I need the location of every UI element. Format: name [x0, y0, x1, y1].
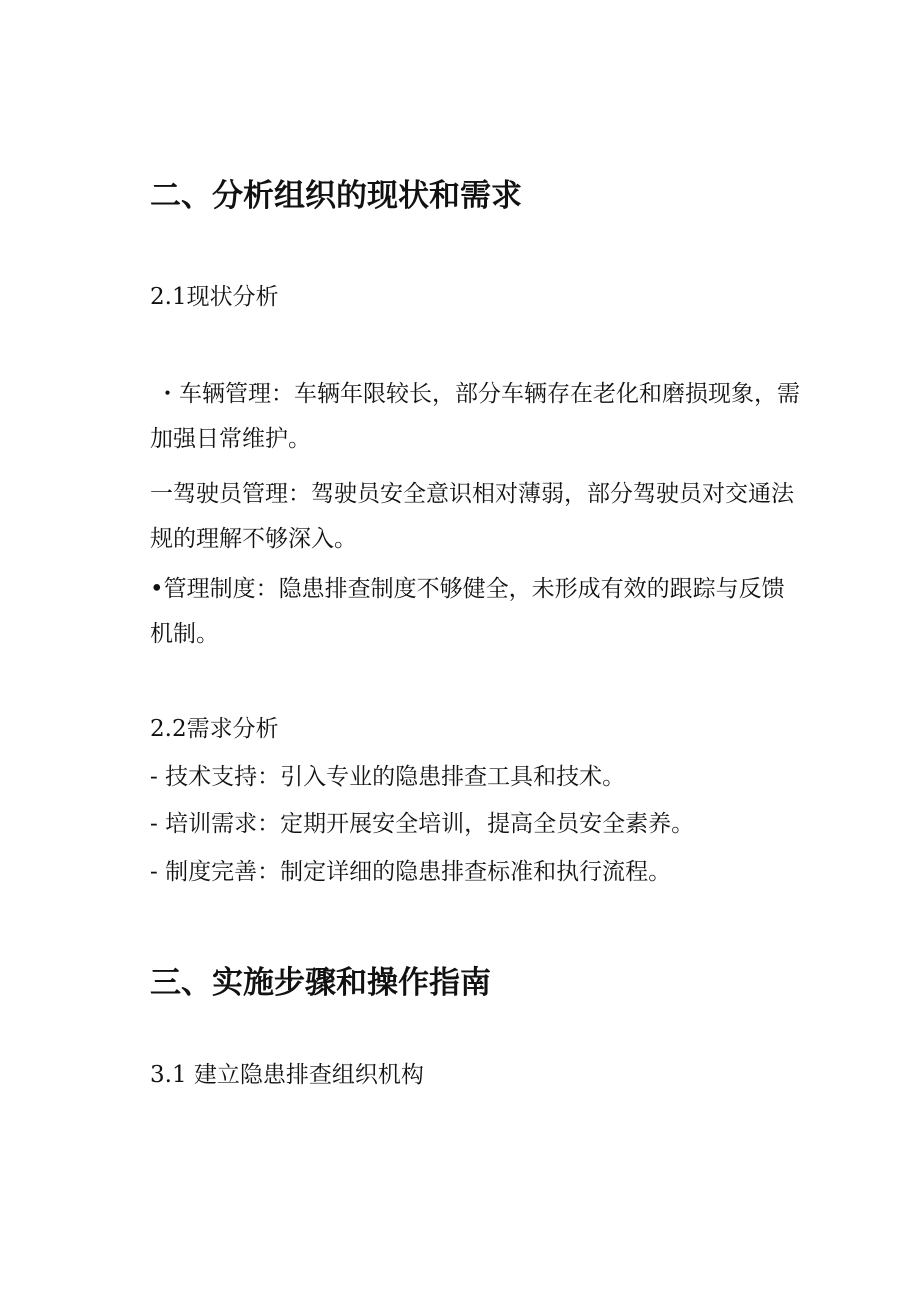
subsection-3-1-heading: 3.1 建立隐患排查组织机构	[150, 1062, 424, 1088]
need-item-tech: - 技术支持：引入专业的隐患排查工具和技术。	[150, 764, 626, 790]
subsection-2-2-heading: 2.2需求分析	[150, 716, 279, 742]
status-item-vehicle-line2: 加强日常维护。	[150, 426, 311, 452]
status-item-driver-line1: 一驾驶员管理：驾驶员安全意识相对薄弱，部分驾驶员对交通法	[150, 481, 794, 507]
need-item-system: - 制度完善：制定详细的隐患排查标准和执行流程。	[150, 859, 672, 885]
status-item-driver-line2: 规的理解不够深入。	[150, 526, 357, 552]
status-item-system-line2: 机制。	[150, 621, 219, 647]
section-2-heading: 二、分析组织的现状和需求	[150, 178, 522, 214]
section-3-heading: 三、实施步骤和操作指南	[150, 965, 491, 1001]
need-item-training: - 培训需求：定期开展安全培训，提高全员安全素养。	[150, 811, 695, 837]
status-item-vehicle-line1: ・车辆管理：车辆年限较长，部分车辆存在老化和磨损现象，需	[156, 381, 800, 407]
status-item-system-line1: •管理制度：隐患排查制度不够健全，未形成有效的跟踪与反馈	[150, 576, 785, 602]
subsection-2-1-heading: 2.1现状分析	[150, 284, 279, 310]
